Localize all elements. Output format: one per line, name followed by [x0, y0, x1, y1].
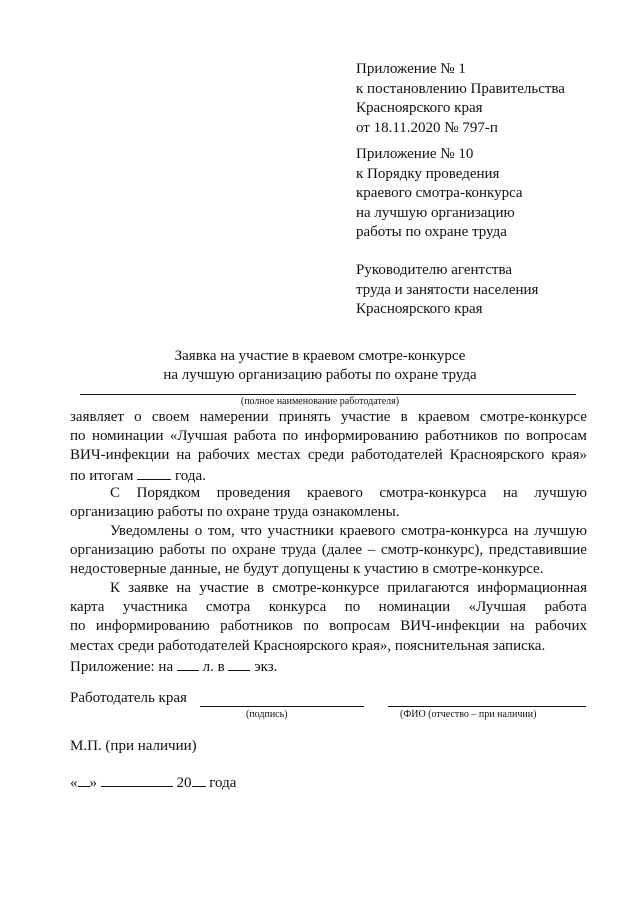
word: о — [134, 409, 142, 425]
addressee-line-2: труда и занятости населения — [356, 281, 539, 298]
word: по — [210, 542, 227, 558]
year-blank — [192, 772, 206, 787]
word: смотра-конкурса — [401, 523, 509, 539]
word: участника — [122, 599, 188, 615]
para1-line-3 — [70, 446, 587, 465]
word: на — [176, 580, 192, 596]
word: смотр-конкурс), — [380, 542, 484, 558]
word: принять — [278, 409, 331, 425]
word: рабочих — [197, 447, 250, 463]
para2-line-1 — [110, 484, 587, 503]
word: вопросам — [526, 428, 587, 444]
word: рабочих — [535, 618, 587, 634]
month-blank — [101, 772, 173, 787]
appendix-10-block — [356, 145, 523, 243]
word: лучшую — [534, 485, 587, 501]
word: на — [502, 485, 518, 501]
appendix-10-line-3: краевого смотра-конкурса — [356, 185, 523, 201]
appendix-10-line-4: на лучшую организацию — [356, 204, 515, 221]
word: края» — [551, 447, 587, 463]
word: номинации — [91, 428, 164, 444]
word: в — [400, 409, 408, 425]
word: вопросам — [329, 618, 390, 634]
appendix-10-line-1: Приложение № 10 — [356, 146, 474, 162]
date-line — [70, 772, 236, 793]
appendix-10-line-2: к Порядку проведения — [356, 165, 500, 182]
word: по — [344, 599, 361, 615]
signature-line — [200, 706, 364, 707]
para1-line-2 — [70, 427, 587, 446]
word: номинации — [378, 599, 451, 615]
word: информационная — [477, 580, 587, 596]
full-name-caption: (ФИО (отчество – при наличии) — [400, 709, 537, 720]
attachment-line — [70, 656, 277, 677]
word: Уведомлены — [110, 523, 189, 539]
word: заявляет — [70, 409, 124, 425]
para4-line-3 — [70, 617, 587, 636]
appendix-1-line-4: от 18.11.2020 № 797-п — [356, 119, 498, 136]
word: информированию — [95, 618, 210, 634]
word: работников — [220, 618, 293, 634]
word: «Лучшая — [468, 599, 527, 615]
appendix-10-line-5: работы по охране труда — [356, 224, 507, 240]
word: работодателей — [351, 447, 443, 463]
word: смотра — [205, 599, 251, 615]
word: по — [70, 428, 86, 444]
word: по — [303, 618, 319, 634]
full-name-line — [388, 706, 586, 707]
date-close-quote: » — [89, 775, 97, 791]
para4-line-1 — [110, 579, 587, 598]
word: Красноярского — [449, 447, 545, 463]
word: на — [513, 523, 529, 539]
word: лучшую — [534, 523, 587, 539]
word: по — [282, 428, 299, 444]
word: в — [256, 580, 265, 596]
word: работа — [544, 599, 587, 615]
year-prefix: 20 — [176, 775, 192, 791]
addressee-block — [356, 261, 538, 320]
appendix-1-line-3: Красноярского края — [356, 100, 483, 116]
word: представившие — [488, 542, 587, 558]
appendix-1-line-1: Приложение № 1 — [356, 61, 466, 77]
word: заявке — [128, 580, 169, 596]
day-blank — [78, 772, 90, 787]
word: по — [70, 618, 86, 634]
para3-line-2 — [70, 541, 587, 560]
word: работа — [233, 428, 277, 444]
word: конкурса — [268, 599, 327, 615]
para4-line-2 — [70, 598, 587, 617]
word: работы — [159, 542, 206, 558]
date-open-quote: « — [70, 775, 78, 791]
attachment-copies-blank — [228, 656, 250, 671]
word: прилагаются — [387, 580, 470, 596]
appendix-1-block — [356, 60, 565, 138]
signature-caption: (подпись) — [246, 709, 288, 720]
period-year-blank — [137, 465, 171, 480]
word: проведения — [216, 485, 291, 501]
word: – — [367, 542, 376, 558]
word: труда — [281, 542, 317, 558]
word: что — [240, 523, 262, 539]
document-title-line-2: на лучшую организацию работы по охране труда — [163, 367, 477, 383]
word: охране — [232, 542, 276, 558]
word: «Лучшая — [169, 428, 228, 444]
addressee-line-1: Руководителю агентства — [356, 262, 513, 278]
attachment-suffix: экз. — [254, 659, 278, 675]
word: участники — [267, 523, 334, 539]
word: информированию — [304, 428, 419, 444]
employer-name-line — [80, 394, 576, 395]
period-suffix: года. — [174, 468, 206, 484]
word: участие — [199, 580, 249, 596]
word: по — [504, 428, 520, 444]
word: ВИЧ-инфекции — [400, 618, 500, 634]
attachment-prefix: Приложение: на — [70, 659, 174, 675]
word: смотре-конкурсе — [479, 409, 587, 425]
attachment-middle: л. в — [202, 659, 225, 675]
word: краевом — [417, 409, 470, 425]
word: ВИЧ-инфекции — [70, 447, 170, 463]
addressee-line-3: Красноярского края — [356, 301, 483, 317]
word: (далее — [321, 542, 363, 558]
para3-line-3: недостоверные данные, не будут допущены к участию в смотре-конкурсе. — [70, 561, 544, 577]
document-title-line-1: Заявка на участие в краевом смотре-конкурсе — [174, 348, 466, 364]
word: К — [110, 580, 121, 596]
word: смотра-конкурса — [379, 485, 487, 501]
word: карта — [70, 599, 105, 615]
word: своем — [151, 409, 190, 425]
word: Порядком — [136, 485, 201, 501]
word: С — [110, 485, 121, 501]
employer-name-caption: (полное наименование работодателя) — [240, 396, 400, 407]
word: смотре-конкурсе — [272, 580, 380, 596]
word: о — [194, 523, 203, 539]
word: краевого — [339, 523, 396, 539]
word: том, — [207, 523, 235, 539]
word: на — [509, 618, 525, 634]
period-prefix: по итогам — [70, 468, 134, 484]
word: участие — [340, 409, 391, 425]
para1-line-4 — [70, 465, 206, 486]
employer-label: Работодатель края — [70, 690, 187, 706]
para4-line-4: местах среди работодателей Красноярского края», пояснительная записка. — [70, 638, 546, 654]
word: работников — [424, 428, 498, 444]
word: организацию — [70, 542, 154, 558]
appendix-1-line-2: к постановлению Правительства — [356, 80, 565, 97]
para3-line-1 — [110, 522, 587, 541]
word: местах — [256, 447, 301, 463]
para1-line-1 — [70, 408, 587, 427]
para2-line-2: организацию работы по охране труда ознакомлены. — [70, 504, 400, 520]
word: краевого — [307, 485, 363, 501]
year-suffix: года — [209, 775, 237, 791]
stamp-label: М.П. (при наличии) — [70, 738, 197, 754]
word: намерении — [199, 409, 269, 425]
word: среди — [307, 447, 345, 463]
attachment-sheets-blank — [177, 656, 199, 671]
word: на — [176, 447, 191, 463]
